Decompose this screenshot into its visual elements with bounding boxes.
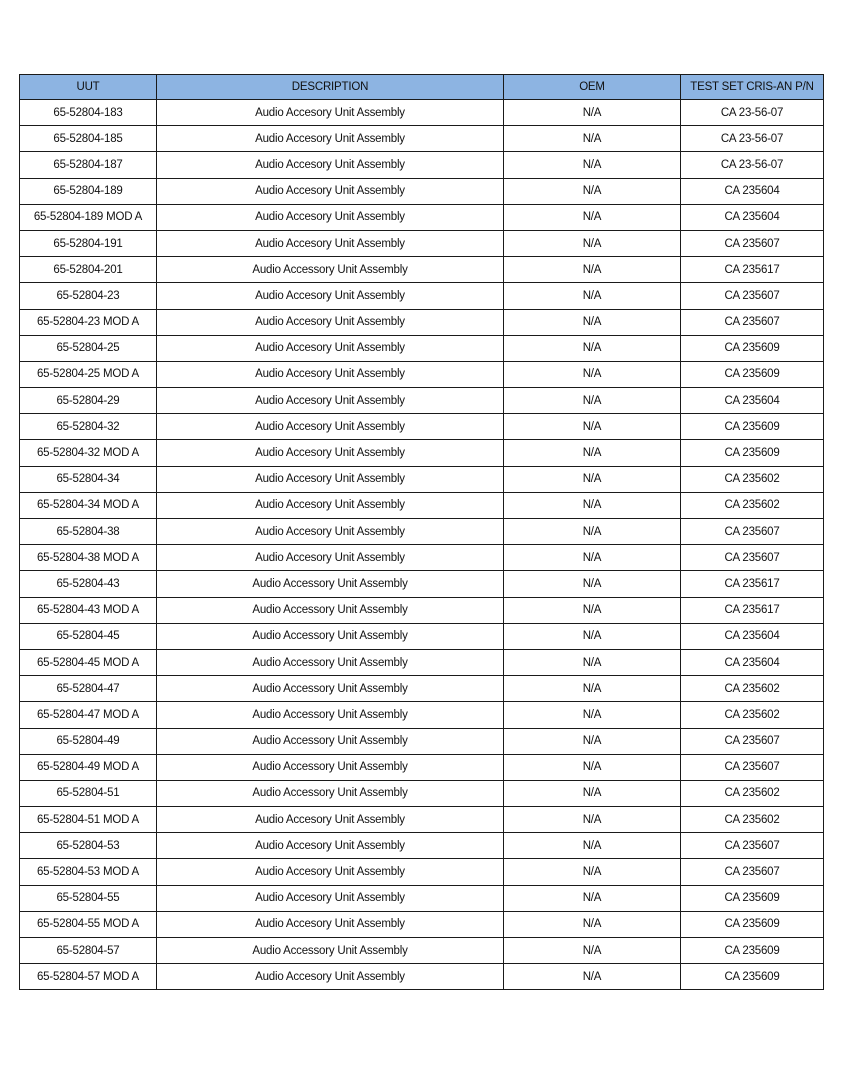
cell-oem: N/A [504,414,681,440]
table-row [20,230,824,256]
cell-oem: N/A [504,100,681,126]
cell-test-set: CA 235617 [681,257,824,283]
cell-oem: N/A [504,597,681,623]
table-row [20,728,824,754]
cell-test-set: CA 235607 [681,283,824,309]
cell-uut: 65-52804-57 MOD A [20,964,157,990]
cell-uut: 65-52804-45 MOD A [20,649,157,675]
cell-description: Audio Accessory Unit Assembly [157,597,504,623]
header-test-set: TEST SET CRIS-AN P/N [681,75,824,100]
cell-oem: N/A [504,178,681,204]
table-row [20,466,824,492]
cell-oem: N/A [504,388,681,414]
cell-test-set: CA 235607 [681,833,824,859]
cell-test-set: CA 235609 [681,440,824,466]
cell-uut: 65-52804-43 MOD A [20,597,157,623]
cell-oem: N/A [504,780,681,806]
table-row [20,519,824,545]
cell-test-set: CA 235602 [681,807,824,833]
cell-test-set: CA 235602 [681,676,824,702]
cell-test-set: CA 235607 [681,545,824,571]
cell-test-set: CA 23-56-07 [681,152,824,178]
table-row [20,335,824,361]
cell-description: Audio Accesory Unit Assembly [157,283,504,309]
table-row [20,492,824,518]
cell-description: Audio Accesory Unit Assembly [157,178,504,204]
table-row [20,676,824,702]
cell-description: Audio Accessory Unit Assembly [157,780,504,806]
cell-uut: 65-52804-51 [20,780,157,806]
cell-description: Audio Accesory Unit Assembly [157,204,504,230]
table-row [20,100,824,126]
cell-oem: N/A [504,519,681,545]
cell-description: Audio Accessory Unit Assembly [157,702,504,728]
header-description: DESCRIPTION [157,75,504,100]
cell-oem: N/A [504,545,681,571]
cell-oem: N/A [504,492,681,518]
cell-oem: N/A [504,754,681,780]
cell-description: Audio Accesory Unit Assembly [157,440,504,466]
cell-oem: N/A [504,702,681,728]
cell-oem: N/A [504,361,681,387]
cell-test-set: CA 235607 [681,309,824,335]
cell-oem: N/A [504,676,681,702]
cell-uut: 65-52804-57 [20,938,157,964]
cell-test-set: CA 23-56-07 [681,126,824,152]
cell-uut: 65-52804-23 [20,283,157,309]
cell-description: Audio Accesory Unit Assembly [157,911,504,937]
cell-test-set: CA 235604 [681,388,824,414]
cell-oem: N/A [504,964,681,990]
table-row [20,833,824,859]
cell-oem: N/A [504,623,681,649]
cell-uut: 65-52804-55 MOD A [20,911,157,937]
cell-test-set: CA 23-56-07 [681,100,824,126]
cell-test-set: CA 235609 [681,938,824,964]
table-row [20,597,824,623]
cell-uut: 65-52804-47 [20,676,157,702]
cell-description: Audio Accessory Unit Assembly [157,676,504,702]
table-row [20,623,824,649]
cell-uut: 65-52804-32 [20,414,157,440]
cell-test-set: CA 235609 [681,885,824,911]
cell-description: Audio Accessory Unit Assembly [157,938,504,964]
cell-uut: 65-52804-38 MOD A [20,545,157,571]
cell-uut: 65-52804-38 [20,519,157,545]
cell-uut: 65-52804-189 [20,178,157,204]
cell-description: Audio Accesory Unit Assembly [157,230,504,256]
cell-description: Audio Accesory Unit Assembly [157,545,504,571]
cell-description: Audio Accessory Unit Assembly [157,623,504,649]
cell-test-set: CA 235609 [681,911,824,937]
cell-description: Audio Accesory Unit Assembly [157,361,504,387]
cell-uut: 65-52804-53 MOD A [20,859,157,885]
cell-test-set: CA 235609 [681,414,824,440]
cell-test-set: CA 235602 [681,492,824,518]
cell-uut: 65-52804-34 MOD A [20,492,157,518]
cell-test-set: CA 235602 [681,780,824,806]
cell-oem: N/A [504,440,681,466]
table-row [20,204,824,230]
cell-uut: 65-52804-23 MOD A [20,309,157,335]
cell-test-set: CA 235607 [681,859,824,885]
table-row [20,152,824,178]
cell-test-set: CA 235617 [681,571,824,597]
table-row [20,807,824,833]
cell-uut: 65-52804-25 [20,335,157,361]
cell-test-set: CA 235607 [681,754,824,780]
cell-test-set: CA 235604 [681,178,824,204]
cell-description: Audio Accesory Unit Assembly [157,466,504,492]
cell-uut: 65-52804-49 MOD A [20,754,157,780]
cell-oem: N/A [504,571,681,597]
cell-description: Audio Accessory Unit Assembly [157,728,504,754]
table-row [20,388,824,414]
table-row [20,571,824,597]
table-row [20,440,824,466]
cell-test-set: CA 235607 [681,728,824,754]
table-header-row [20,75,824,100]
table-body [20,100,824,990]
cell-test-set: CA 235609 [681,964,824,990]
cell-description: Audio Accesory Unit Assembly [157,309,504,335]
header-oem: OEM [504,75,681,100]
cell-test-set: CA 235604 [681,623,824,649]
cell-uut: 65-52804-49 [20,728,157,754]
cell-description: Audio Accesory Unit Assembly [157,126,504,152]
cell-description: Audio Accessory Unit Assembly [157,754,504,780]
cell-oem: N/A [504,257,681,283]
cell-oem: N/A [504,204,681,230]
cell-oem: N/A [504,649,681,675]
cell-description: Audio Accessory Unit Assembly [157,257,504,283]
table-row [20,283,824,309]
cell-test-set: CA 235607 [681,519,824,545]
cell-test-set: CA 235602 [681,702,824,728]
cell-oem: N/A [504,230,681,256]
cell-uut: 65-52804-187 [20,152,157,178]
cell-description: Audio Accesory Unit Assembly [157,807,504,833]
cell-description: Audio Accesory Unit Assembly [157,414,504,440]
table-row [20,361,824,387]
cell-oem: N/A [504,309,681,335]
cell-uut: 65-52804-191 [20,230,157,256]
cell-test-set: CA 235617 [681,597,824,623]
cell-oem: N/A [504,728,681,754]
cell-oem: N/A [504,152,681,178]
parts-table [19,74,824,990]
cell-oem: N/A [504,466,681,492]
cell-oem: N/A [504,938,681,964]
table-row [20,754,824,780]
cell-oem: N/A [504,859,681,885]
cell-uut: 65-52804-185 [20,126,157,152]
cell-description: Audio Accesory Unit Assembly [157,885,504,911]
cell-uut: 65-52804-47 MOD A [20,702,157,728]
cell-description: Audio Accessory Unit Assembly [157,649,504,675]
table-row [20,938,824,964]
cell-uut: 65-52804-53 [20,833,157,859]
cell-description: Audio Accesory Unit Assembly [157,519,504,545]
table-row [20,964,824,990]
table-row [20,178,824,204]
cell-test-set: CA 235604 [681,649,824,675]
cell-uut: 65-52804-189 MOD A [20,204,157,230]
table-row [20,885,824,911]
table-row [20,702,824,728]
table-row [20,911,824,937]
cell-oem: N/A [504,833,681,859]
cell-test-set: CA 235604 [681,204,824,230]
table-row [20,126,824,152]
cell-uut: 65-52804-183 [20,100,157,126]
cell-oem: N/A [504,335,681,361]
cell-uut: 65-52804-45 [20,623,157,649]
table-row [20,309,824,335]
cell-uut: 65-52804-29 [20,388,157,414]
cell-uut: 65-52804-51 MOD A [20,807,157,833]
cell-test-set: CA 235607 [681,230,824,256]
cell-test-set: CA 235609 [681,335,824,361]
cell-oem: N/A [504,126,681,152]
cell-uut: 65-52804-43 [20,571,157,597]
cell-oem: N/A [504,911,681,937]
cell-uut: 65-52804-201 [20,257,157,283]
cell-uut: 65-52804-32 MOD A [20,440,157,466]
cell-description: Audio Accesory Unit Assembly [157,335,504,361]
cell-test-set: CA 235609 [681,361,824,387]
table-row [20,859,824,885]
cell-description: Audio Accesory Unit Assembly [157,152,504,178]
cell-description: Audio Accesory Unit Assembly [157,100,504,126]
cell-description: Audio Accesory Unit Assembly [157,492,504,518]
cell-description: Audio Accesory Unit Assembly [157,964,504,990]
cell-description: Audio Accesory Unit Assembly [157,859,504,885]
table-row [20,780,824,806]
header-uut: UUT [20,75,157,100]
cell-oem: N/A [504,807,681,833]
cell-test-set: CA 235602 [681,466,824,492]
cell-uut: 65-52804-34 [20,466,157,492]
cell-description: Audio Accesory Unit Assembly [157,833,504,859]
cell-oem: N/A [504,885,681,911]
cell-uut: 65-52804-55 [20,885,157,911]
cell-oem: N/A [504,283,681,309]
table-row [20,414,824,440]
table-row [20,545,824,571]
table-row [20,649,824,675]
table-row [20,257,824,283]
cell-uut: 65-52804-25 MOD A [20,361,157,387]
cell-description: Audio Accesory Unit Assembly [157,388,504,414]
cell-description: Audio Accessory Unit Assembly [157,571,504,597]
